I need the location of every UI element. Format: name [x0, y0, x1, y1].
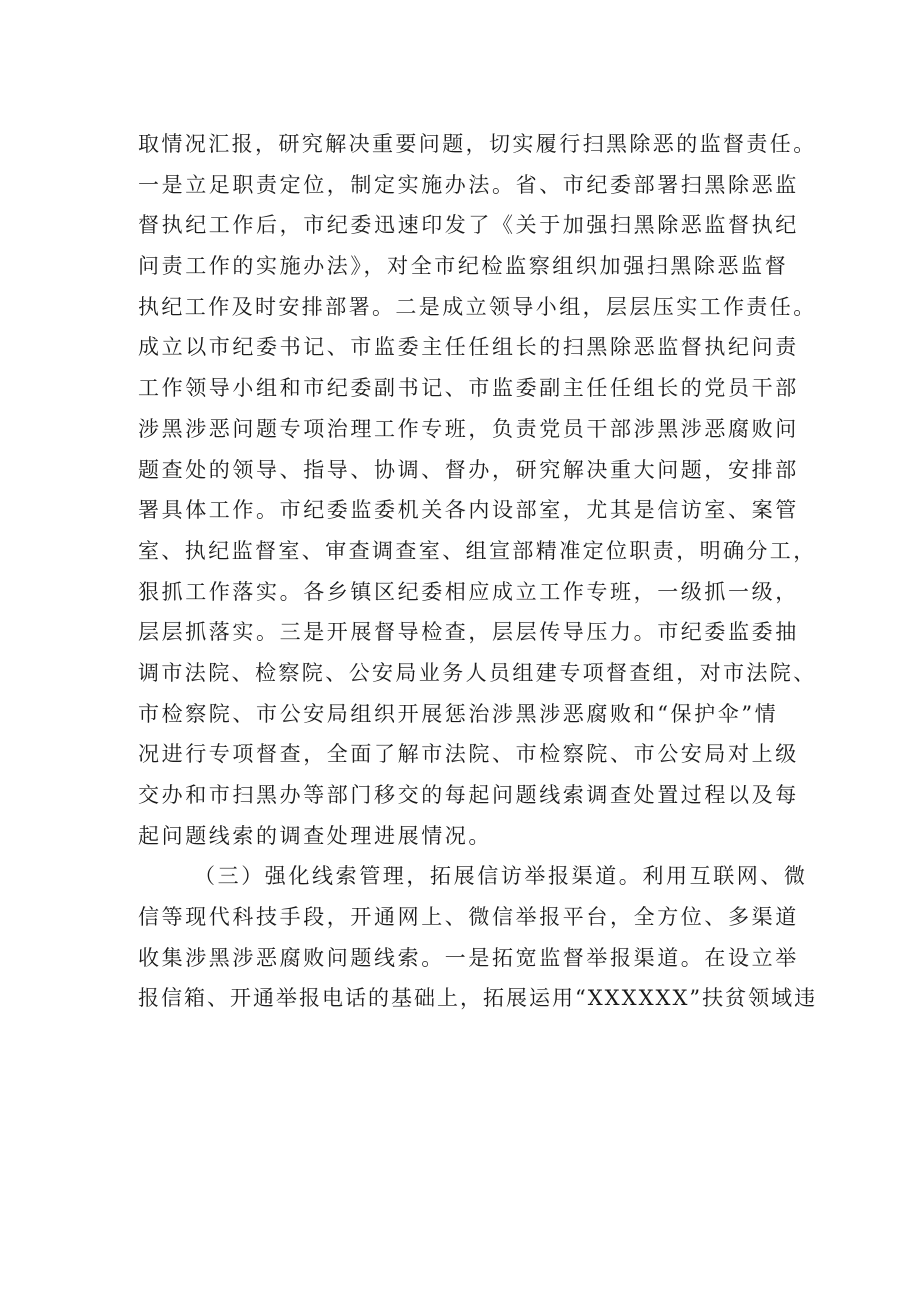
- text-line: 成立以市纪委书记、市监委主任任组长的扫黑除恶监督执纪问责: [138, 335, 799, 360]
- text-line: 层层抓落实。三是开展督导检查，层层传导压力。市纪委监委抽: [138, 620, 799, 645]
- text-line: 收集涉黑涉恶腐败问题线索。一是拓宽监督举报渠道。在设立举: [138, 945, 799, 970]
- body-text: [138, 124, 818, 1019]
- text-line: 室、执纪监督室、审查调查室、组宣部精准定位职责，明确分工，: [138, 538, 817, 563]
- text-line: 狠抓工作落实。各乡镇区纪委相应成立工作专班，一级抓一级，: [138, 579, 799, 604]
- text-line: 取情况汇报，研究解决重要问题，切实履行扫黑除恶的监督责任。: [138, 132, 817, 156]
- text-line: 信等现代科技手段，开通网上、微信举报平台，全方位、多渠道: [138, 905, 799, 930]
- text-line: 一是立足职责定位，制定实施办法。省、市纪委部署扫黑除恶监: [138, 172, 799, 197]
- text-line: 执纪工作及时安排部署。二是成立领导小组，层层压实工作责任。: [138, 294, 817, 319]
- text-line: 交办和市扫黑办等部门移交的每起问题线索调查处置过程以及每: [138, 783, 799, 807]
- text-line: 市检察院、市公安局组织开展惩治涉黑涉恶腐败和“保护伞”情: [138, 701, 779, 726]
- text-line: 涉黑涉恶问题专项治理工作专班，负责党员干部涉黑涉恶腐败问: [138, 416, 799, 441]
- section-heading-line: （三）强化线索管理，拓展信访举报渠道。利用互联网、微: [194, 864, 808, 889]
- text-line: 起问题线索的调查处理进展情况。: [138, 823, 492, 848]
- text-line: 督执纪工作后，市纪委迅速印发了《关于加强扫黑除恶监督执纪: [138, 213, 799, 238]
- text-line: 署具体工作。市纪委监委机关各内设部室，尤其是信访室、案管: [138, 498, 799, 523]
- text-line: 题查处的领导、指导、协调、督办，研究解决重大问题，安排部: [138, 457, 799, 482]
- text-line: 调市法院、检察院、公安局业务人员组建专项督查组，对市法院、: [138, 660, 817, 685]
- text-line: 报信箱、开通举报电话的基础上，拓展运用“XXXXXX”扶贫领域违: [138, 986, 818, 1011]
- text-line: 问责工作的实施办法》，对全市纪检监察组织加强扫黑除恶监督: [138, 254, 789, 279]
- text-line: 况进行专项督查，全面了解市法院、市检察院、市公安局对上级: [138, 742, 799, 767]
- text-line: 工作领导小组和市纪委副书记、市监委副主任任组长的党员干部: [138, 376, 799, 401]
